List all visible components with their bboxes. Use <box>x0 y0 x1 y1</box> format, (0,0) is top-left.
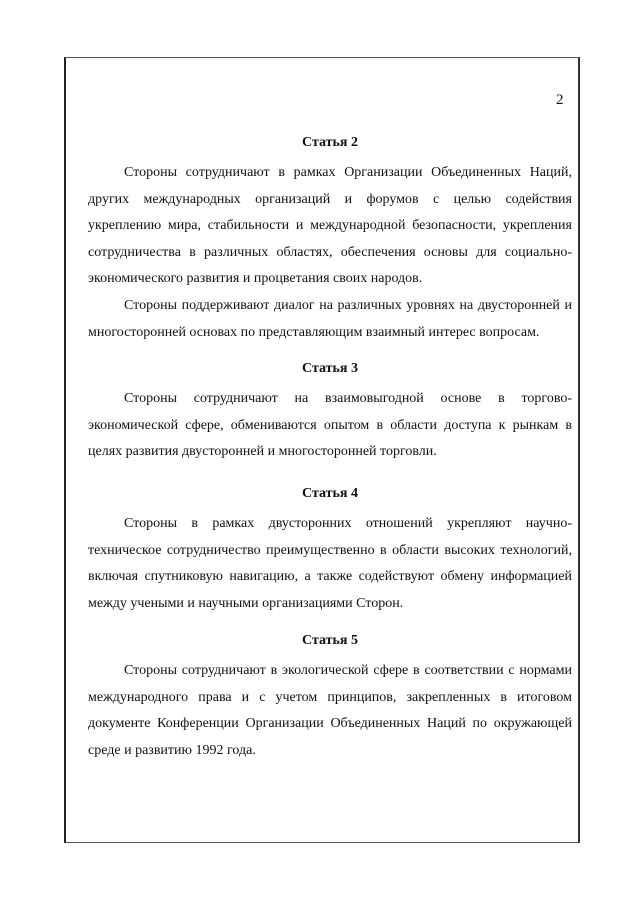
article-paragraph: Стороны поддерживают диалог на различных уровнях на двусторонней и многосторонней основах по представляющим взаимный интерес вопросам. <box>88 297 572 340</box>
article-title: Статья 2 <box>302 135 358 150</box>
page-number: 2 <box>556 92 564 108</box>
article-paragraph: Стороны сотрудничают на взаимовыгодной основе в торгово-экономической сфере, обмениваются опытом в области доступа к рынкам в целях развития двусторонней и многосторонней торговли. <box>88 391 572 460</box>
article-title: Статья 4 <box>302 486 358 501</box>
article-2 <box>88 134 572 346</box>
article-paragraph: Стороны сотрудничают в экологической сфере в соответствии с нормами международного права и с учетом принципов, закрепленных в итоговом документе Конференции Организации Объединенных Наций по окружающей среде и развитию 1992 года. <box>88 663 572 758</box>
article-4 <box>88 485 572 617</box>
article-paragraph: Стороны в рамках двусторонних отношений укрепляют научно-техническое сотрудничество преимущественно в области высоких технологий, включая спутниковую навигацию, а также содействуют обмену информацией между учеными и научными организациями Сторон. <box>88 516 572 611</box>
article-5 <box>88 632 572 764</box>
article-title: Статья 3 <box>302 361 358 376</box>
article-title: Статья 5 <box>302 633 358 648</box>
article-3 <box>88 360 572 466</box>
article-paragraph: Стороны сотрудничают в рамках Организации Объединенных Наций, других международных организаций и форумов с целью содействия укреплению мира, стабильности и международной безопасности, укрепления сотрудничества в различных областях, обеспечения основы для социально-экономического развития и процветания своих народов. <box>88 165 572 287</box>
